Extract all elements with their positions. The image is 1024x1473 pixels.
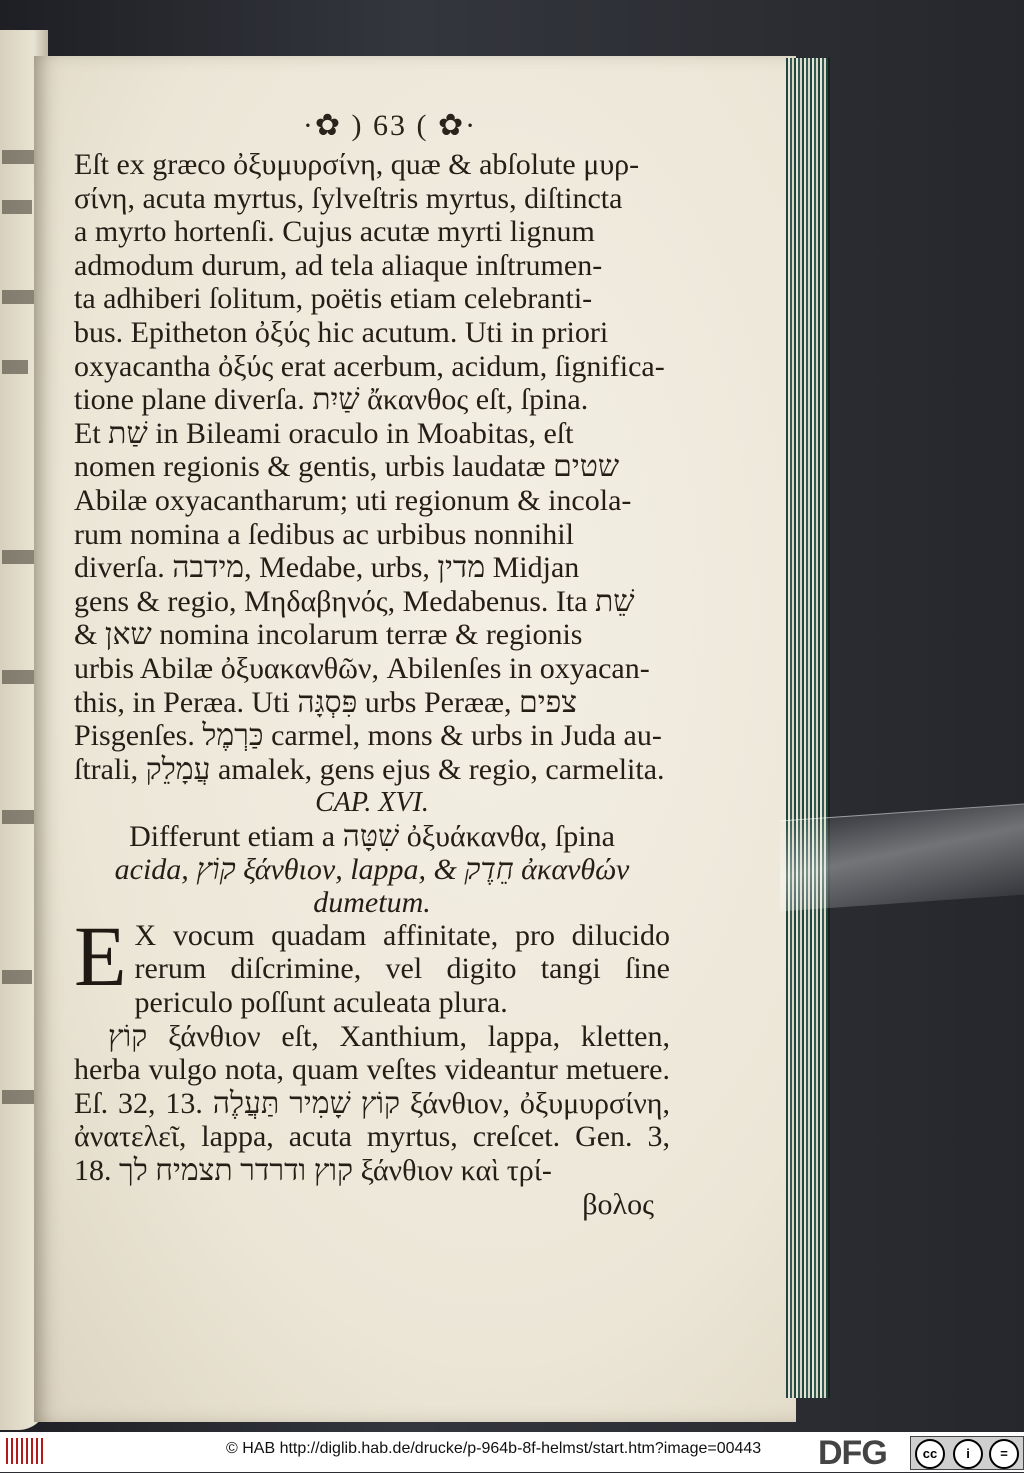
page-clip-reflection bbox=[780, 803, 1024, 911]
viewer-footer bbox=[0, 1432, 1024, 1472]
text-line: ta adhiberi ſolitum, poëtis etiam celebranti- bbox=[74, 282, 593, 316]
creative-commons-badge[interactable] bbox=[910, 1436, 1024, 1470]
paragraph-2-last-word: βολος bbox=[582, 1187, 654, 1221]
text-line: nomen regionis & gentis, urbis laudatæ שטים bbox=[74, 450, 620, 484]
barcode-icon bbox=[6, 1438, 46, 1464]
text-line: Pisgenſes. כַּרְמֶל carmel, mons & urbs in Juda au- bbox=[74, 719, 662, 753]
sa-icon: = bbox=[989, 1439, 1019, 1469]
page-block-edge bbox=[786, 58, 830, 1398]
dfg-logo: DFG bbox=[818, 1434, 887, 1472]
text-line: admodum durum, ad tela aliaque inſtrumen- bbox=[74, 248, 603, 282]
drop-cap: E bbox=[74, 907, 127, 1004]
source-credit-link[interactable]: © HAB http://diglib.hab.de/drucke/p-964b-8f-helmst/start.htm?image=00443 bbox=[226, 1440, 762, 1457]
text-line: Eſt ex græco ὀξυμυρσίνη, quæ & abſolute μυρ- bbox=[74, 148, 640, 181]
text-line: diverſa. מידבה, Medabe, urbs, מדין Midjan bbox=[74, 551, 580, 585]
text-line: this, in Peræa. Uti פִּסְגָּה urbs Perææ, צפים bbox=[74, 685, 578, 719]
paragraph-1-text: X vocum quadam affinitate, pro dilucido rerum diſcrimine, vel digito tangi ſine periculo poſſunt aculeata plura. bbox=[134, 918, 670, 1020]
text-line: urbis Abilæ ὀξυακανθῶν, Abilenſes in oxyacan- bbox=[74, 651, 650, 685]
text-line: rum nomina a ſedibus ac urbibus nonnihil bbox=[74, 517, 574, 551]
subheading-line: Differunt etiam a שִׁטָּה ὀξυάκανθα, ſpina bbox=[129, 819, 615, 853]
text-line: ſtrali, עֲמָלֵק amalek, gens ejus & regio, carmelita. bbox=[74, 752, 665, 786]
chapter-subheading bbox=[74, 820, 670, 919]
text-line: bus. Epitheton ὀξύς hic acutum. Uti in priori bbox=[74, 315, 609, 349]
paragraph-2: קוֹץ ξάνθιον eſt, Xanthium, lappa, kletten, herba vulgo nota, quam veſtes videantur metuere. Eſ. 32, 13. קוֹץ שָׁמִיר תַּעֲלֶה ξάνθιον, ὀξυμυρσίνη, ἀνατελεῖ, lappa, acuta myrtus, creſcet. Gen. 3, 18. קוץ ודרדר תצמיח לך ξάνθιον καὶ τρί- bbox=[74, 1019, 670, 1188]
chapter-title: CAP. XVI. bbox=[315, 787, 429, 819]
text-line: σίνη, acuta myrtus, ſylveſtris myrtus, diſtincta bbox=[74, 181, 623, 215]
text-line: a myrto hortenſi. Cujus acutæ myrti lignum bbox=[74, 215, 595, 249]
text-line: tione plane diverſa. שַׁיִת ἄκανθος eſt, ſpina. bbox=[74, 383, 589, 417]
text-line: gens & regio, Μηδαβηνός, Medabenus. Ita שֵׁת bbox=[74, 584, 635, 618]
page-number-header: ·✿ ) 63 ( ✿· bbox=[302, 109, 478, 142]
text-line: Abilæ oxyacantharum; uti regionum & incola- bbox=[74, 483, 632, 517]
text-line: & שאן nomina incolarum terræ & regionis bbox=[74, 618, 583, 652]
subheading-line: acida, קוֹץ ξάνθιον, lappa, & חֵדֶק ἀκανθών bbox=[114, 852, 630, 886]
paragraph-1 bbox=[74, 907, 670, 1020]
subheading-line: dumetum. bbox=[313, 885, 431, 919]
cc-icon: cc bbox=[915, 1439, 945, 1469]
text-line: Et שַׁת in Bileami oraculo in Moabitas, eſt bbox=[74, 416, 574, 450]
text-line: oxyacantha ὀξύς erat acerbum, acidum, ſignifica- bbox=[74, 349, 665, 383]
by-icon: i bbox=[953, 1439, 983, 1469]
body-text bbox=[74, 148, 670, 1221]
